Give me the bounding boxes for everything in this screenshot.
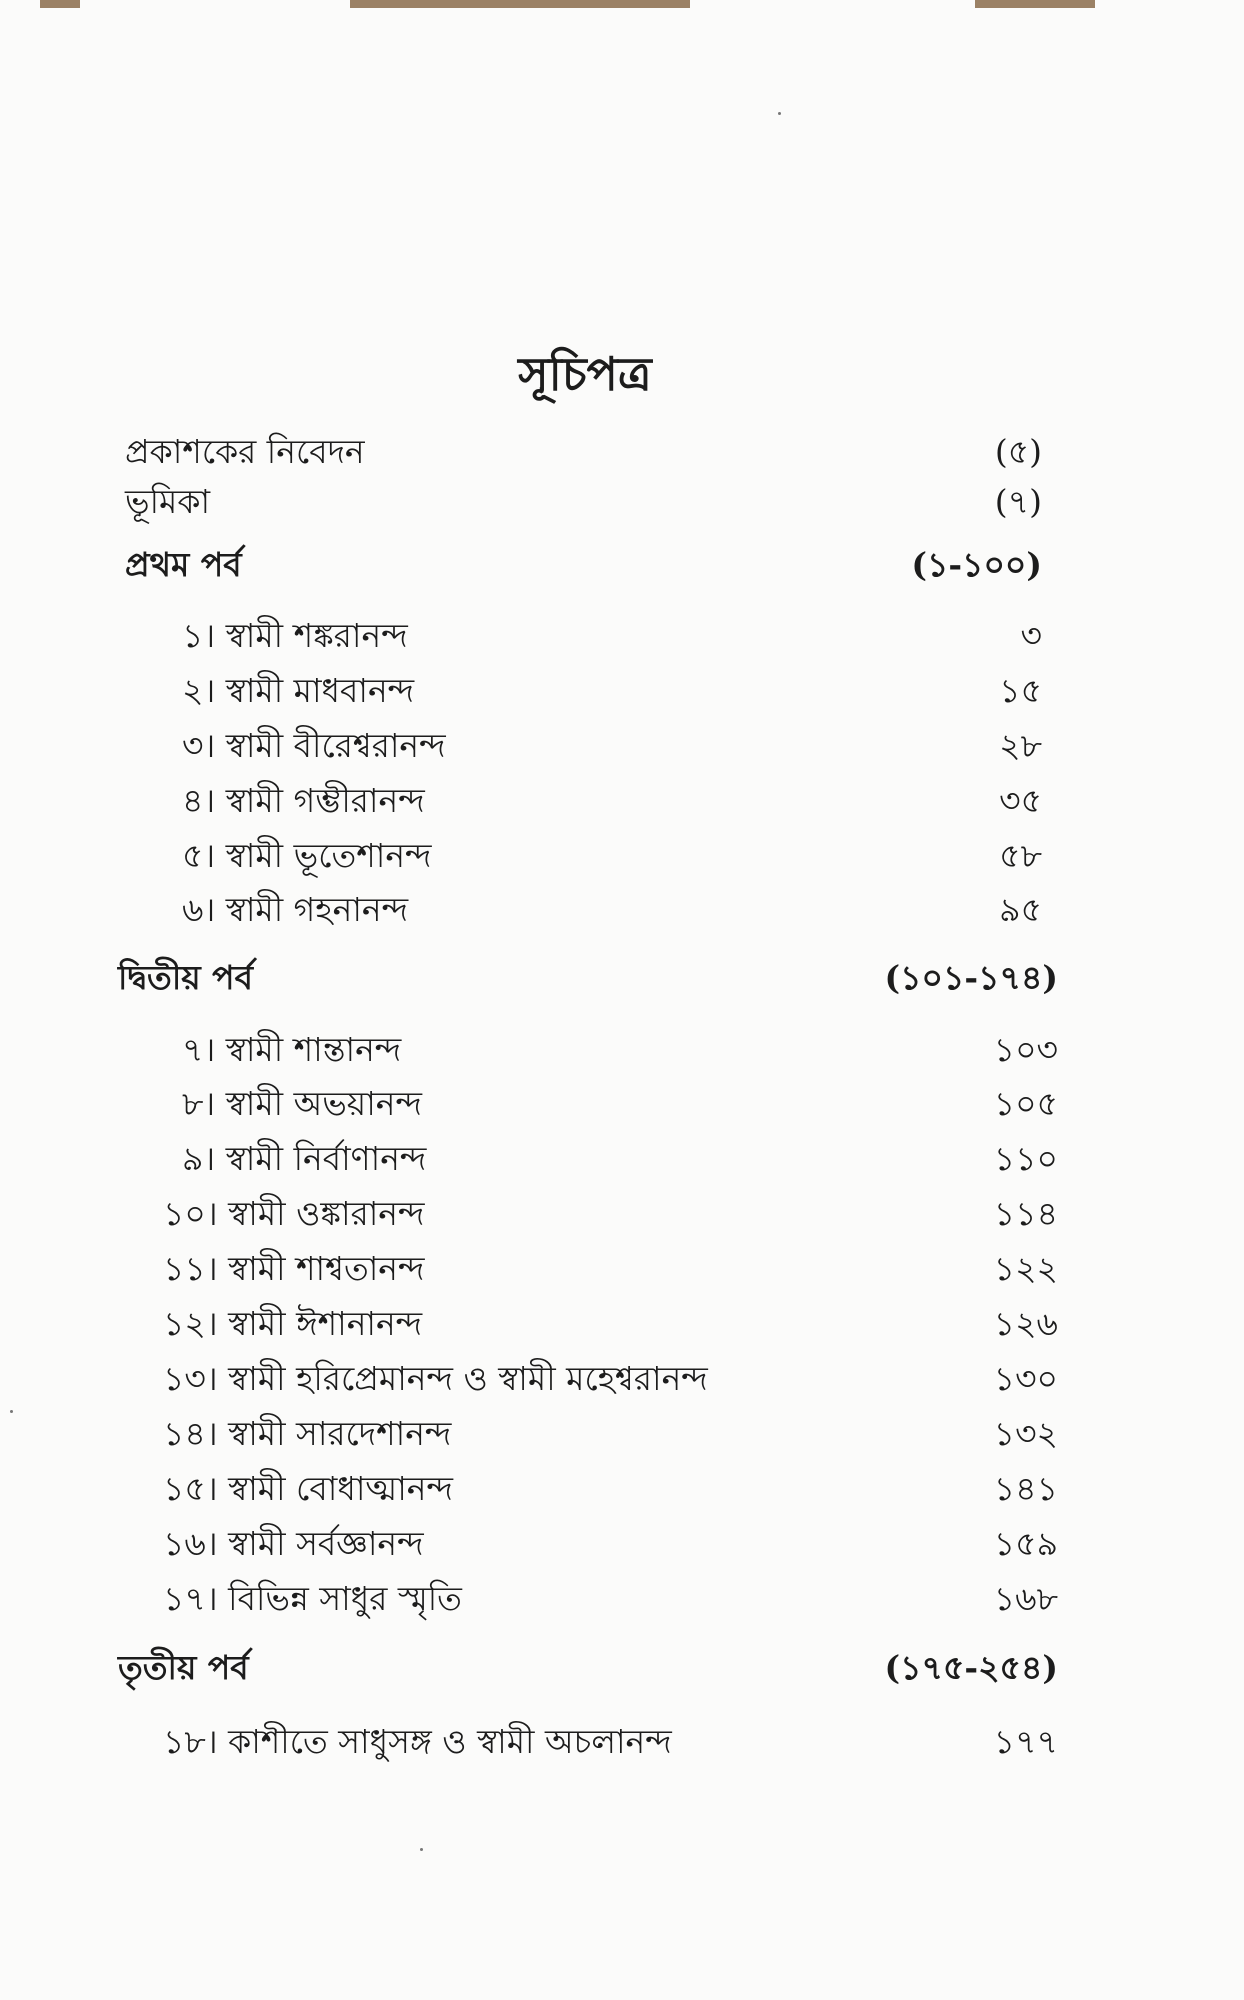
toc-entry-title: ৭। স্বামী শান্তানন্দ <box>182 1030 402 1069</box>
toc-page-number: ১৫৯ <box>993 1524 1058 1563</box>
dust-speck <box>10 1410 13 1413</box>
toc-page-number: ১৩২ <box>993 1414 1058 1453</box>
toc-page-number: ১৩০ <box>993 1359 1058 1398</box>
toc-entry-title: ১১। স্বামী শাশ্বতানন্দ <box>163 1249 425 1288</box>
toc-page-number: ৩ <box>1020 616 1042 655</box>
toc-entry-title: ১৭। বিভিন্ন সাধুর স্মৃতি <box>163 1579 462 1618</box>
toc-entry-title: ভূমিকা <box>125 482 211 521</box>
toc-page-number: (১-১০০) <box>911 545 1042 584</box>
toc-entry-title: ৮। স্বামী অভয়ানন্দ <box>182 1084 422 1123</box>
toc-entry-title: ১৮। কাশীতে সাধুসঙ্গ ও স্বামী অচলানন্দ <box>163 1722 672 1761</box>
toc-page-number: ১৭৭ <box>993 1722 1058 1761</box>
dust-speck <box>420 1848 423 1851</box>
page-edge-strip <box>975 0 1095 8</box>
toc-entry-title: তৃতীয় পর্ব <box>118 1648 249 1687</box>
toc-entry-title: ১৫। স্বামী বোধাত্মানন্দ <box>163 1469 453 1508</box>
toc-entry-title: ১২। স্বামী ঈশানানন্দ <box>163 1304 423 1343</box>
page-edge-strip <box>350 0 690 8</box>
toc-page-number: (১০১-১৭৪) <box>884 958 1058 997</box>
toc-entry-title: ৫। স্বামী ভূতেশানন্দ <box>182 836 432 875</box>
dust-speck <box>778 112 781 115</box>
toc-page-number: ১৫ <box>999 671 1042 710</box>
page-title: সূচিপত্র <box>518 347 652 401</box>
toc-entry-title: ৯। স্বামী নির্বাণানন্দ <box>182 1139 427 1178</box>
toc-page-number: ১১০ <box>993 1139 1058 1178</box>
toc-entry-title: ১৬। স্বামী সর্বজ্ঞানন্দ <box>163 1524 424 1563</box>
toc-page-number: ১৬৮ <box>993 1579 1058 1618</box>
toc-entry-title: ৪। স্বামী গম্ভীরানন্দ <box>182 781 425 820</box>
toc-entry-title: ১৩। স্বামী হরিপ্রেমানন্দ ও স্বামী মহেশ্বরানন্দ <box>163 1359 708 1398</box>
toc-page-number: ১২৬ <box>993 1304 1058 1343</box>
toc-entry-title: ১৪। স্বামী সারদেশানন্দ <box>163 1414 452 1453</box>
toc-entry-title: ১। স্বামী শঙ্করানন্দ <box>182 616 408 655</box>
toc-entry-title: দ্বিতীয় পর্ব <box>118 958 253 997</box>
toc-page-number: ২৮ <box>999 726 1042 765</box>
toc-entry-title: ৩। স্বামী বীরেশ্বরানন্দ <box>182 726 446 765</box>
page-edge-strip <box>40 0 80 8</box>
toc-page-number: ৩৫ <box>999 781 1042 820</box>
toc-page-number: (৫) <box>994 432 1042 471</box>
toc-page-number: ১১৪ <box>993 1194 1058 1233</box>
toc-entry-title: ৬। স্বামী গহনানন্দ <box>182 890 409 929</box>
toc-entry-title: ১০। স্বামী ওঙ্কারানন্দ <box>163 1194 425 1233</box>
toc-page-number: (১৭৫-২৫৪) <box>884 1648 1058 1687</box>
toc-page-number: ৫৮ <box>999 836 1042 875</box>
toc-entry-title: প্রথম পর্ব <box>125 545 242 584</box>
toc-page-number: ৯৫ <box>999 890 1042 929</box>
toc-page-number: ১০৫ <box>993 1084 1058 1123</box>
toc-page-number: ১৪১ <box>993 1469 1058 1508</box>
toc-entry-title: প্রকাশকের নিবেদন <box>125 432 365 471</box>
toc-entry-title: ২। স্বামী মাধবানন্দ <box>182 671 415 710</box>
toc-page-number: ১২২ <box>993 1249 1058 1288</box>
toc-page-number: ১০৩ <box>993 1030 1058 1069</box>
toc-page-number: (৭) <box>994 482 1042 521</box>
